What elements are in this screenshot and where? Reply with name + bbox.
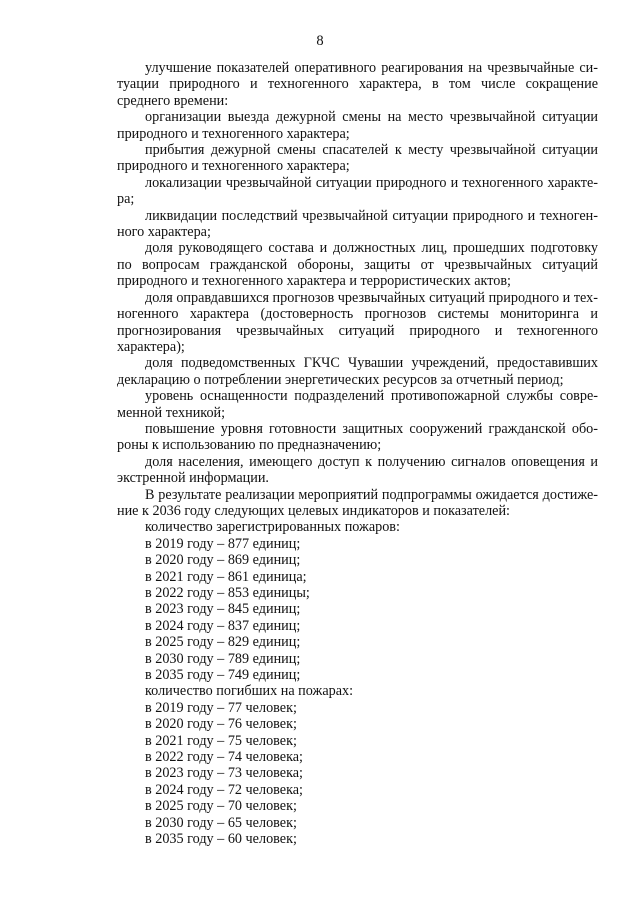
list-item: в 2023 году – 73 человека; [145, 765, 303, 782]
list-item: в 2024 году – 72 человека; [145, 781, 303, 798]
fires-list-heading: количество зарегистрированных пожаров: [145, 519, 400, 536]
list-item: в 2025 году – 70 человек; [145, 798, 297, 815]
paragraph-warning-access: доля населения, имеющего доступ к получению сигналов оповещения и экстренной информации. [117, 453, 598, 487]
list-item: в 2019 году – 77 человек; [145, 699, 297, 716]
list-item: в 2019 году – 877 единиц; [145, 535, 301, 552]
list-item: в 2035 году – 749 единиц; [145, 667, 301, 684]
list-item: в 2030 году – 65 человек; [145, 814, 297, 831]
list-item: в 2021 году – 861 единица; [145, 568, 307, 585]
paragraph-response-improvement: улучшение показателей оперативного реагирования на чрезвычайные ситуации природного и техногенного характера, в том числе сокращение среднего времени: [117, 60, 598, 109]
page-number: 8 [316, 33, 324, 49]
paragraph-energy-declaration-share: доля подведомственных ГКЧС Чувашии учреждений, предоставивших декларацию о потреблении энергетических ресурсов за отчетный период; [117, 355, 598, 388]
paragraph-forecast-share: доля оправдавшихся прогнозов чрезвычайных ситуаций природного и техногенного характера (достоверность прогнозов системы мониторинга и прогнозирования чрезвычайных ситуаций природного и техногенного характера); [117, 289, 598, 355]
list-item: в 2021 году – 75 человек; [145, 732, 297, 749]
list-item: в 2020 году – 869 единиц; [145, 552, 301, 569]
list-item: в 2020 году – 76 человек; [145, 716, 297, 733]
list-item: в 2022 году – 74 человека; [145, 749, 303, 766]
paragraph-localization: локализации чрезвычайной ситуации природного и техногенного характера; [117, 174, 598, 208]
list-item: в 2023 году – 845 единиц; [145, 601, 301, 618]
paragraph-expected-results: В результате реализации мероприятий подпрограммы ожидается достижение к 2036 году следующих целевых индикаторов и показателей: [117, 486, 598, 519]
paragraph-rescuers-arrival: прибытия дежурной смены спасателей к месту чрезвычайной ситуации природного и техногенного характера; [117, 142, 598, 175]
paragraph-shift-departure: организации выезда дежурной смены на место чрезвычайной ситуации природного и техногенного характера; [117, 109, 598, 142]
paragraph-equipment-level: уровень оснащенности подразделений противопожарной службы современной техникой; [117, 388, 598, 421]
paragraph-shelter-readiness: повышение уровня готовности защитных сооружений гражданской обороны к использованию по предназначению; [117, 420, 598, 454]
list-item: в 2030 году – 789 единиц; [145, 650, 301, 667]
list-item: в 2035 году – 60 человек; [145, 831, 297, 848]
paragraph-liquidation: ликвидации последствий чрезвычайной ситуации природного и техногенного характера; [117, 207, 598, 241]
deaths-list-heading: количество погибших на пожарах: [145, 683, 354, 700]
paragraph-trained-staff-share: доля руководящего состава и должностных лиц, прошедших подготовку по вопросам гражданской обороны, защиты от чрезвычайных ситуаций природного и техногенного характера и террористических актов; [117, 240, 598, 290]
list-item: в 2025 году – 829 единиц; [145, 634, 301, 651]
document-body [117, 60, 598, 848]
list-item: в 2024 году – 837 единиц; [145, 617, 301, 634]
list-item: в 2022 году – 853 единицы; [145, 585, 310, 601]
